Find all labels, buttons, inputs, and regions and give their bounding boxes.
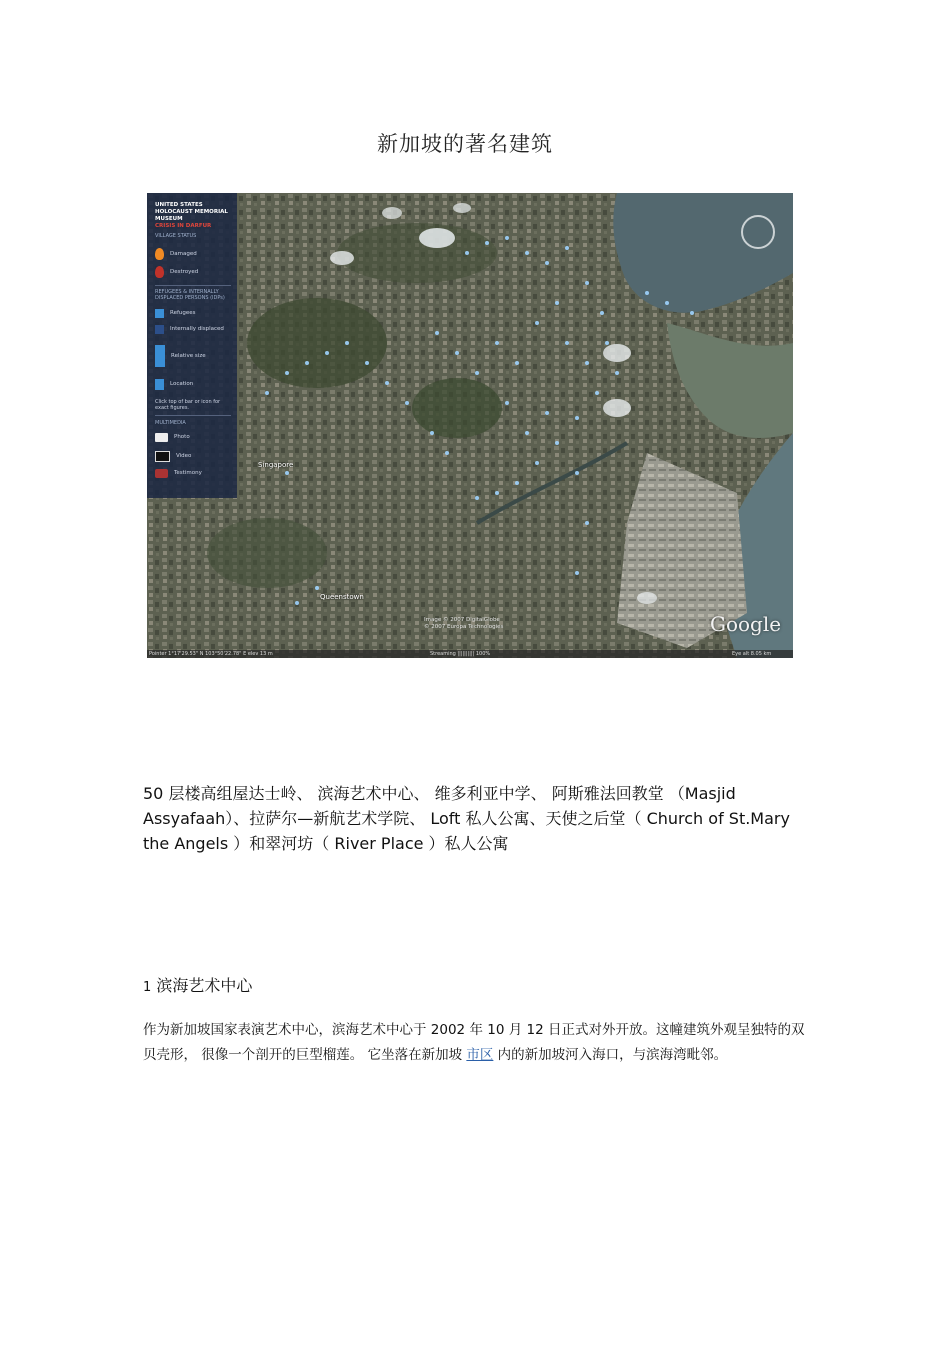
fire-icon bbox=[155, 248, 164, 260]
legend-click-hint: Click top of bar or icon for exact figures. bbox=[155, 399, 221, 412]
square-icon bbox=[155, 325, 164, 334]
legend-damaged[interactable]: Damaged bbox=[155, 248, 197, 260]
legend-village-status: VILLAGE STATUS bbox=[155, 233, 197, 239]
legend-divider bbox=[155, 415, 231, 416]
pointer-coordinates: Pointer 1°17'29.53" N 103°50'22.78" E elev 13 m bbox=[149, 651, 273, 657]
section-title: 滨海艺术中心 bbox=[156, 976, 253, 995]
section-text-after: 内的新加坡河入海口，与滨海湾毗邻。 bbox=[493, 1047, 728, 1063]
section-heading bbox=[143, 973, 252, 996]
city-area-link[interactable]: 市区 bbox=[466, 1047, 494, 1063]
location-icon bbox=[155, 379, 164, 390]
google-logo: Google bbox=[710, 612, 782, 636]
map-legend-panel bbox=[147, 193, 237, 498]
map-status-bar bbox=[147, 650, 793, 658]
section-body bbox=[143, 1018, 808, 1068]
eye-altitude: Eye alt 8.05 km bbox=[732, 651, 772, 657]
speech-bubble-icon bbox=[155, 469, 168, 478]
legend-refugees-section: REFUGEES & INTERNALLY DISPLACED PERSONS (IDPs) bbox=[155, 289, 225, 302]
satellite-map-image[interactable] bbox=[147, 193, 793, 658]
legend-video[interactable]: Video bbox=[155, 451, 191, 462]
legend-org-title: UNITED STATES HOLOCAUST MEMORIAL MUSEUM CRISIS IN DARFUR bbox=[155, 202, 228, 229]
legend-divider bbox=[155, 285, 231, 286]
legend-location[interactable]: Location bbox=[155, 379, 193, 390]
streaming-status: Streaming |||||||||| 100% bbox=[430, 651, 491, 657]
legend-crisis-title: CRISIS IN DARFUR bbox=[155, 222, 212, 229]
bar-icon bbox=[155, 345, 165, 367]
legend-refugees[interactable]: Refugees bbox=[155, 309, 196, 318]
camera-icon bbox=[155, 433, 168, 442]
buildings-list-paragraph: 50 层楼高组屋达士岭、 滨海艺术中心、 维多利亚中学、 阿斯雅法回教堂 （Masjid Assyafaah）、拉萨尔—新航艺术学院、 Loft 私人公寓、天使之后堂（ Church of St.Mary the Angels ）和翠河坊（ River Place ）私人公寓 bbox=[143, 784, 790, 853]
section-number: 1 bbox=[143, 980, 152, 995]
section-text-before: 作为新加坡国家表演艺术中心，滨海艺术中心于 2002 年 10 月 12 日正式对外开放。这幢建筑外观呈独特的双贝壳形， 很像一个剖开的巨型榴莲。 它坐落在新加坡 bbox=[143, 1022, 805, 1063]
legend-photo[interactable]: Photo bbox=[155, 433, 190, 442]
video-icon bbox=[155, 451, 170, 462]
map-terrain bbox=[147, 193, 793, 658]
map-label-queenstown: Queenstown bbox=[320, 593, 364, 601]
map-credits: Image © 2007 DigitalGlobe © 2007 Europa Technologies bbox=[424, 617, 504, 631]
square-icon bbox=[155, 309, 164, 318]
flame-icon bbox=[155, 266, 164, 278]
legend-destroyed[interactable]: Destroyed bbox=[155, 266, 198, 278]
legend-relative-size: Relative size bbox=[155, 345, 206, 367]
legend-multimedia: MULTIMEDIA bbox=[155, 420, 186, 426]
compass-icon[interactable] bbox=[741, 215, 775, 249]
legend-testimony[interactable]: Testimony bbox=[155, 469, 202, 478]
legend-internally-displaced[interactable]: Internally displaced bbox=[155, 325, 224, 334]
map-label-singapore: Singapore bbox=[258, 461, 294, 469]
page-title: 新加坡的著名建筑 bbox=[377, 132, 553, 156]
